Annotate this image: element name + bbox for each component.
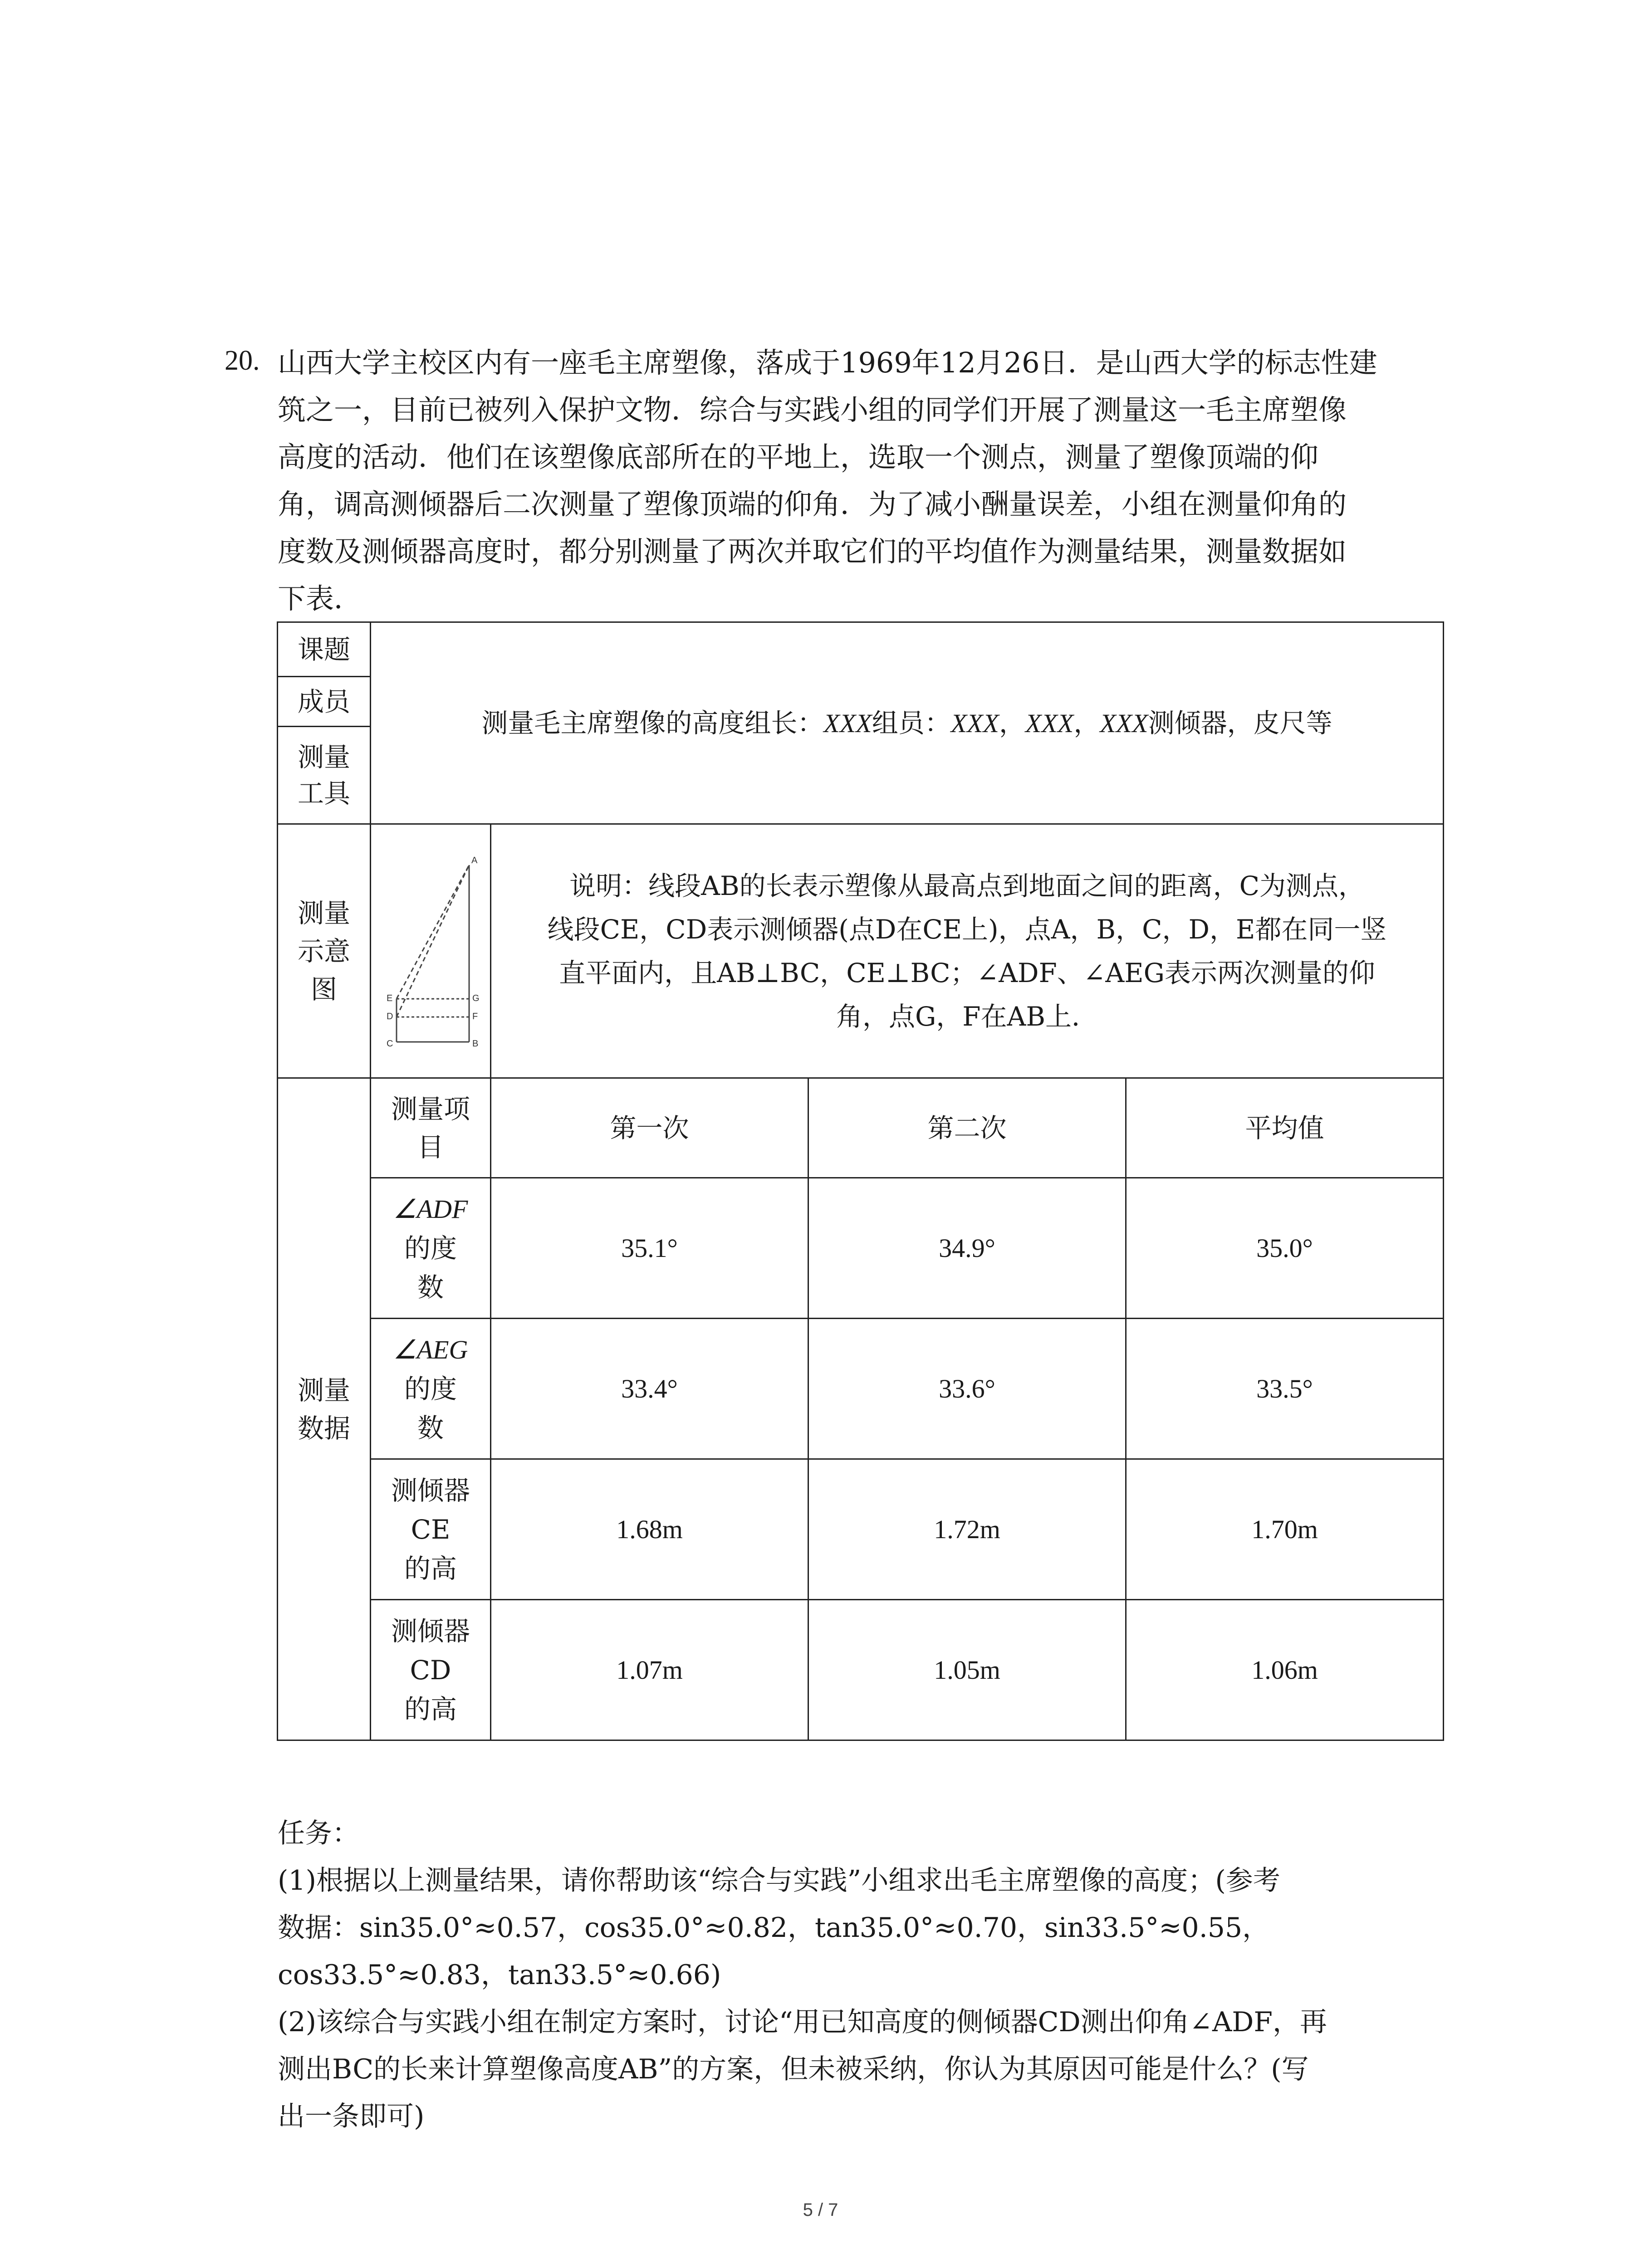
row-second: 34.9° (808, 1178, 1126, 1319)
point-f-label: F (472, 1011, 478, 1022)
header-second: 第二次 (808, 1078, 1126, 1178)
row-second: 1.72m (808, 1459, 1126, 1600)
diagram-cell (371, 824, 491, 1078)
task-line: 出一条即可) (278, 2101, 425, 2132)
row-first: 1.07m (491, 1600, 808, 1740)
description-line: 说明：线段AB的长表示塑像从最高点到地面之间的距离，C为测点， (569, 870, 1365, 901)
row-item: 测倾器CD 的高 (371, 1600, 491, 1740)
point-a-label: A (471, 855, 478, 865)
question-line: 角，调高测倾器后二次测量了塑像顶端的仰角．为了减小酬量误差，小组在测量仰角的 (278, 488, 1347, 521)
label-topic: 课题 (278, 622, 371, 677)
row-avg: 1.06m (1126, 1600, 1444, 1740)
question-text (278, 339, 1448, 622)
row-second: 1.05m (808, 1600, 1126, 1740)
sight-line-da (397, 865, 469, 1017)
task-line: cos33.5°≈0.83，tan33.5°≈0.66) (278, 1959, 721, 1991)
point-b-label: B (472, 1038, 479, 1049)
diagram-description (491, 824, 1444, 1078)
label-data (278, 1078, 371, 1740)
task-line: (2)该综合与实践小组在制定方案时，讨论“用已知高度的侧倾器CD测出仰角∠ADF，再 (278, 2006, 1327, 2038)
task-line: 数据：sin35.0°≈0.57，cos35.0°≈0.82，tan35.0°≈0.70，sin33.5°≈0.55， (278, 1912, 1270, 1944)
page-number: 5 / 7 (803, 2200, 838, 2220)
point-d-label: D (387, 1011, 393, 1022)
measurement-diagram (378, 847, 483, 1056)
row-item: ∠ADF 的度数 (371, 1178, 491, 1319)
label-diagram (278, 824, 371, 1078)
info-cell: 测量毛主席塑像的高度组长：XXX组员：XXX，XXX，XXX测倾器，皮尺等 (371, 622, 1444, 824)
question-line: 度数及测倾器高度时，都分别测量了两次并取它们的平均值作为测量结果，测量数据如 (278, 535, 1347, 568)
row-avg: 35.0° (1126, 1178, 1444, 1319)
tasks-section (278, 1810, 1457, 2140)
description-line: 角，点G，F在AB上． (836, 1001, 1098, 1032)
row-avg: 33.5° (1126, 1319, 1444, 1459)
header-first: 第一次 (491, 1078, 808, 1178)
header-item: 测量项目 (371, 1078, 491, 1178)
label-data-text: 测量数据 (297, 1374, 350, 1444)
sight-line-ea (397, 865, 469, 999)
row-second: 33.6° (808, 1319, 1126, 1459)
description-line: 线段CE，CD表示测倾器(点D在CE上)，点A，B，C，D，E都在同一竖 (547, 914, 1387, 945)
point-c-label: C (387, 1038, 393, 1049)
tasks-title: 任务： (278, 1818, 359, 1849)
row-avg: 1.70m (1126, 1459, 1444, 1600)
question-line: 高度的活动．他们在该塑像底部所在的平地上，选取一个测点，测量了塑像顶端的仰 (278, 440, 1319, 474)
header-avg: 平均值 (1126, 1078, 1444, 1178)
question-line: 山西大学主校区内有一座毛主席塑像，落成于1969年12月26日．是山西大学的标志性建 (278, 346, 1377, 379)
label-members: 成员 (278, 677, 371, 727)
label-tools-text: 测量工具 (297, 742, 350, 809)
measurement-table (277, 621, 1444, 1741)
point-g-label: G (472, 993, 480, 1003)
point-e-label: E (387, 993, 393, 1003)
description-line: 直平面内，且AB⊥BC，CE⊥BC；∠ADF、∠AEG表示两次测量的仰 (559, 957, 1375, 988)
task-line: (1)根据以上测量结果，请你帮助该“综合与实践”小组求出毛主席塑像的高度；(参考 (278, 1865, 1280, 1897)
question-line: 下表． (278, 582, 362, 615)
row-first: 33.4° (491, 1319, 808, 1459)
row-item: ∠AEG 的度数 (371, 1319, 491, 1459)
row-item: 测倾器CE 的高 (371, 1459, 491, 1600)
question-number: 20. (225, 345, 260, 376)
row-first: 35.1° (491, 1178, 808, 1319)
label-diagram-text: 测量示意图 (297, 897, 350, 1005)
row-first: 1.68m (491, 1459, 808, 1600)
label-tools (278, 727, 371, 824)
task-line: 测出BC的长来计算塑像高度AB”的方案，但未被采纳，你认为其原因可能是什么？(写 (278, 2053, 1309, 2085)
question-line: 筑之一，目前已被列入保护文物．综合与实践小组的同学们开展了测量这一毛主席塑像 (278, 393, 1347, 426)
